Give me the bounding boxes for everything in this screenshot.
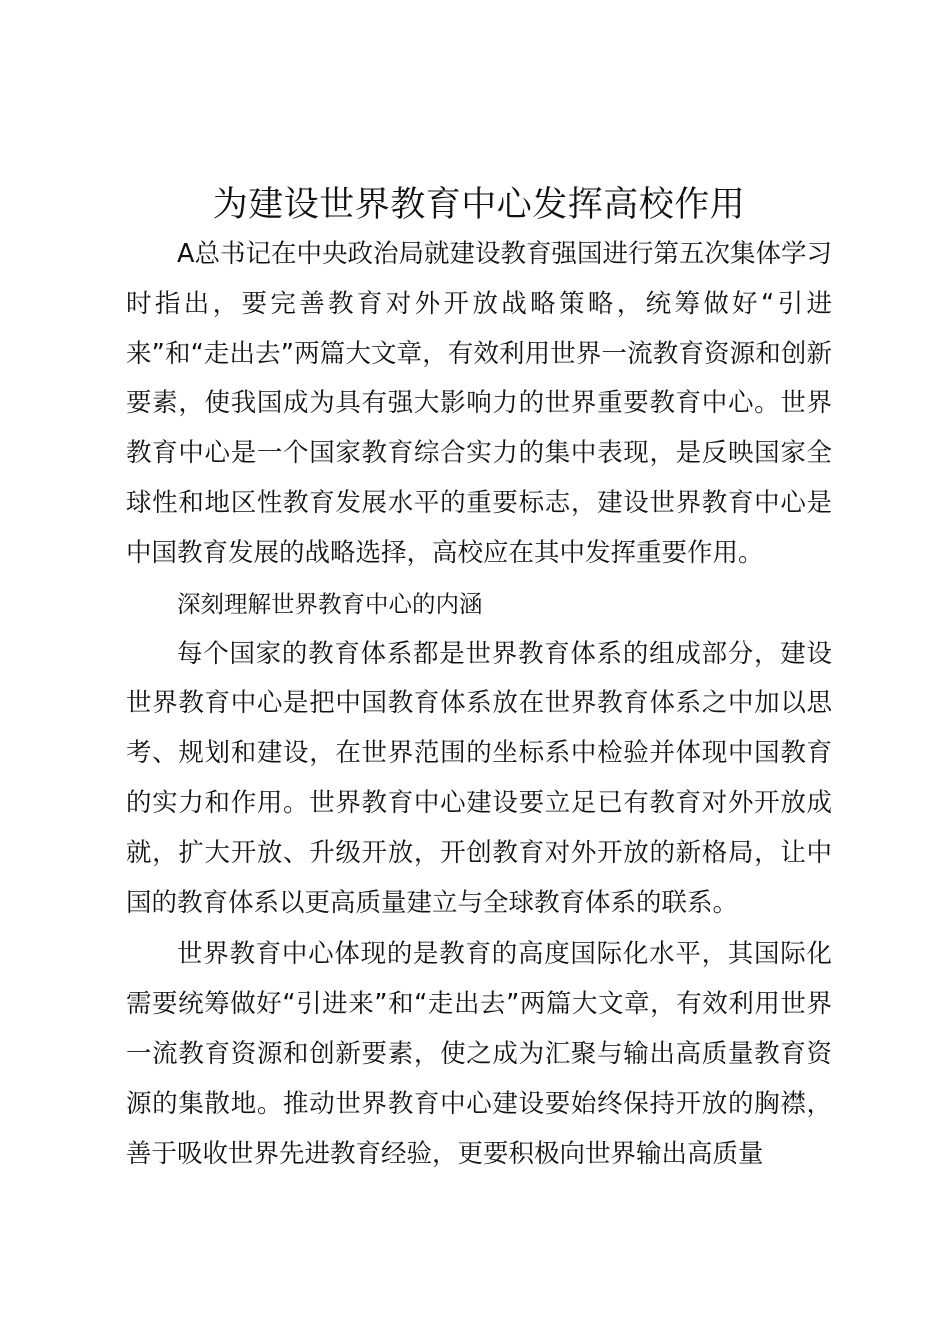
paragraph-intro: A总书记在中央政治局就建设教育强国进行第五次集体学习时指出，要完善教育对外开放战略策略，统筹做好“引进来”和“走出去”两篇大文章，有效利用世界一流教育资源和创新要素，使我国成为具有强大影响力的世界重要教育中心。世界教育中心是一个国家教育综合实力的集中表现，是反映国家全球性和地区性教育发展水平的重要标志，建设世界教育中心是中国教育发展的战略选择，高校应在其中发挥重要作用。	[126, 239, 832, 568]
document-title: 为建设世界教育中心发挥高校作用	[212, 185, 746, 225]
paragraph-internationalization: 世界教育中心体现的是教育的高度国际化水平，其国际化需要统筹做好“引进来”和“走出去”两篇大文章，有效利用世界一流教育资源和创新要素，使之成为汇聚与输出高质量教育资源的集散地。推动世界教育中心建设要始终保持开放的胸襟，善于吸收世界先进教育经验，更要积极向世界输出高质量	[126, 939, 832, 1169]
document-body	[126, 230, 832, 1179]
section-heading: 深刻理解世界教育中心的内涵	[176, 589, 483, 618]
paragraph-education-system: 每个国家的教育体系都是世界教育体系的组成部分，建设世界教育中心是把中国教育体系放在世界教育体系之中加以思考、规划和建设，在世界范围的坐标系中检验并体现中国教育的实力和作用。世界教育中心建设要立足已有教育对外开放成就，扩大开放、升级开放，开创教育对外开放的新格局，让中国的教育体系以更高质量建立与全球教育体系的联系。	[126, 638, 832, 918]
